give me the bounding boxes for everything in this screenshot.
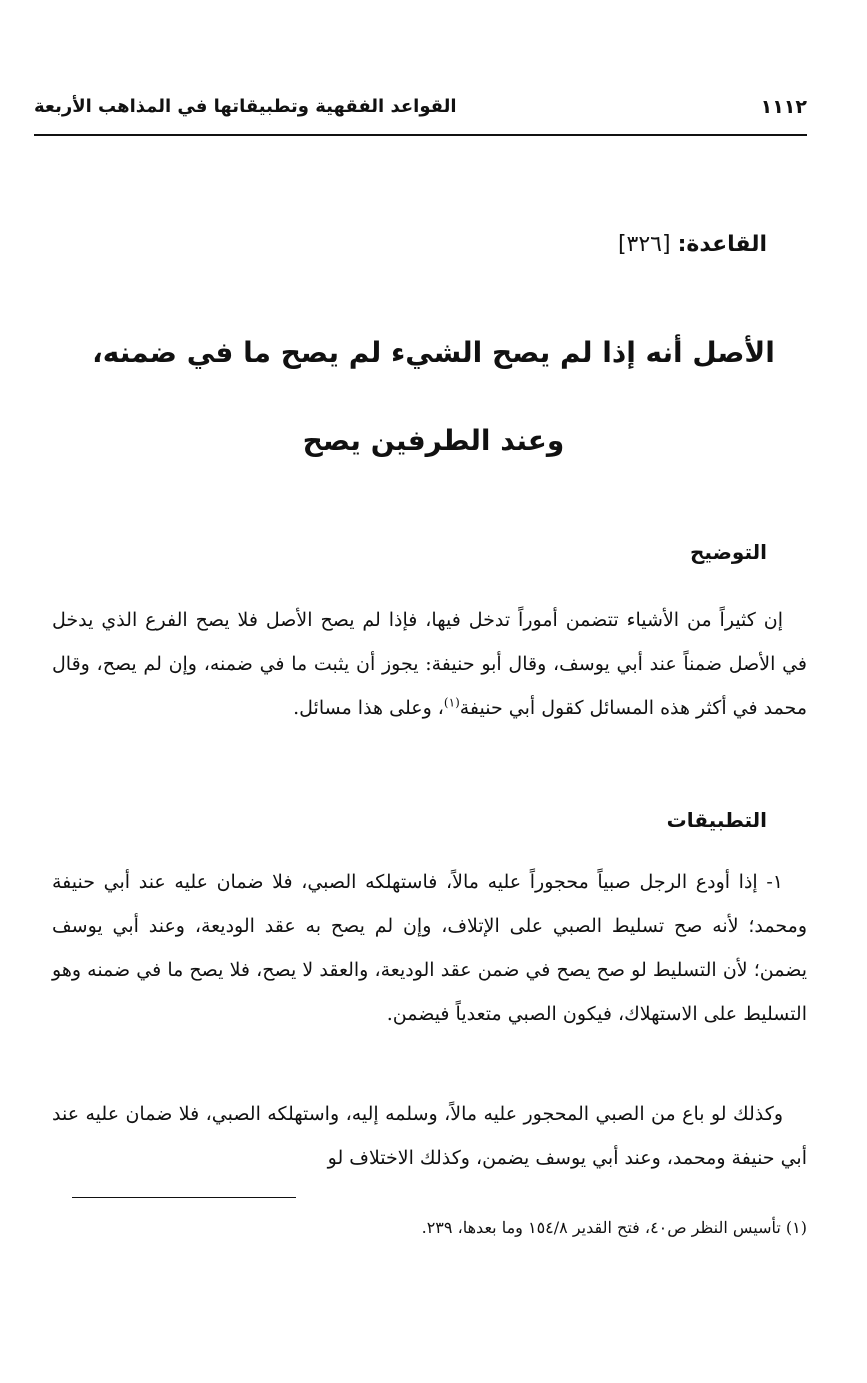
application-paragraph-2: وكذلك لو باع من الصبي المحجور عليه مالاً، وسلمه إليه، واستهلكه الصبي، فلا ضمان عليه عند أبي حنيفة ومحمد، وعند أبي يوسف يضمن، وكذلك الاختلاف لو [52, 1103, 807, 1169]
book-title: القواعد الفقهية وتطبيقاتها في المذاهب الأربعة [34, 96, 457, 117]
explanation-text: إن كثيراً من الأشياء تتضمن أموراً تدخل فيها، فإذا لم يصح الأصل فلا يصح الفرع الذي يدخل في الأصل ضمناً عند أبي يوسف، وقال أبو حنيفة: يجوز أن يثبت ما في ضمنه، وإن لم يصح، وقال محمد في أكثر هذه المسائل كقول أبي حنيفة [52, 609, 807, 719]
explanation-text-end: ، وعلى هذا مسائل. [293, 697, 444, 719]
rule-label-text: القاعدة: [677, 232, 767, 257]
applications-heading: التطبيقات [666, 808, 767, 832]
footnote-separator [72, 1197, 296, 1198]
explanation-paragraph [52, 598, 807, 730]
rule-title-line-1: الأصل أنه إذا لم يصح الشيء لم يصح ما في ضمنه، [92, 336, 775, 369]
page-number: ١١١٢ [760, 96, 807, 118]
rule-number: [٣٢٦] [617, 232, 671, 257]
rule-label [618, 232, 767, 257]
explanation-heading: التوضيح [690, 540, 767, 564]
footnote-reference: (١) [443, 695, 460, 710]
application-paragraph-1: ١- إذا أودع الرجل صبياً محجوراً عليه مالاً، فاستهلكه الصبي، فلا ضمان عليه عند أبي حنيفة ومحمد؛ لأنه صح تسليط الصبي على الإتلاف، وإن لم يصح به عقد الوديعة، وعند أبي يوسف يضمن؛ لأن التسليط لو صح يصح في ضمن عقد الوديعة، والعقد لا يصح، فلا يصح ما في ضمنه وهو التسليط على الاستهلاك، فيكون الصبي متعدياً فيضمن. [52, 871, 807, 1025]
page-header [34, 96, 807, 136]
footnote: (١) تأسيس النظر ص٤٠، فتح القدير ١٥٤/٨ وما بعدها، ٢٣٩. [421, 1218, 807, 1237]
rule-title-line-2: وعند الطرفين يصح [302, 424, 565, 457]
